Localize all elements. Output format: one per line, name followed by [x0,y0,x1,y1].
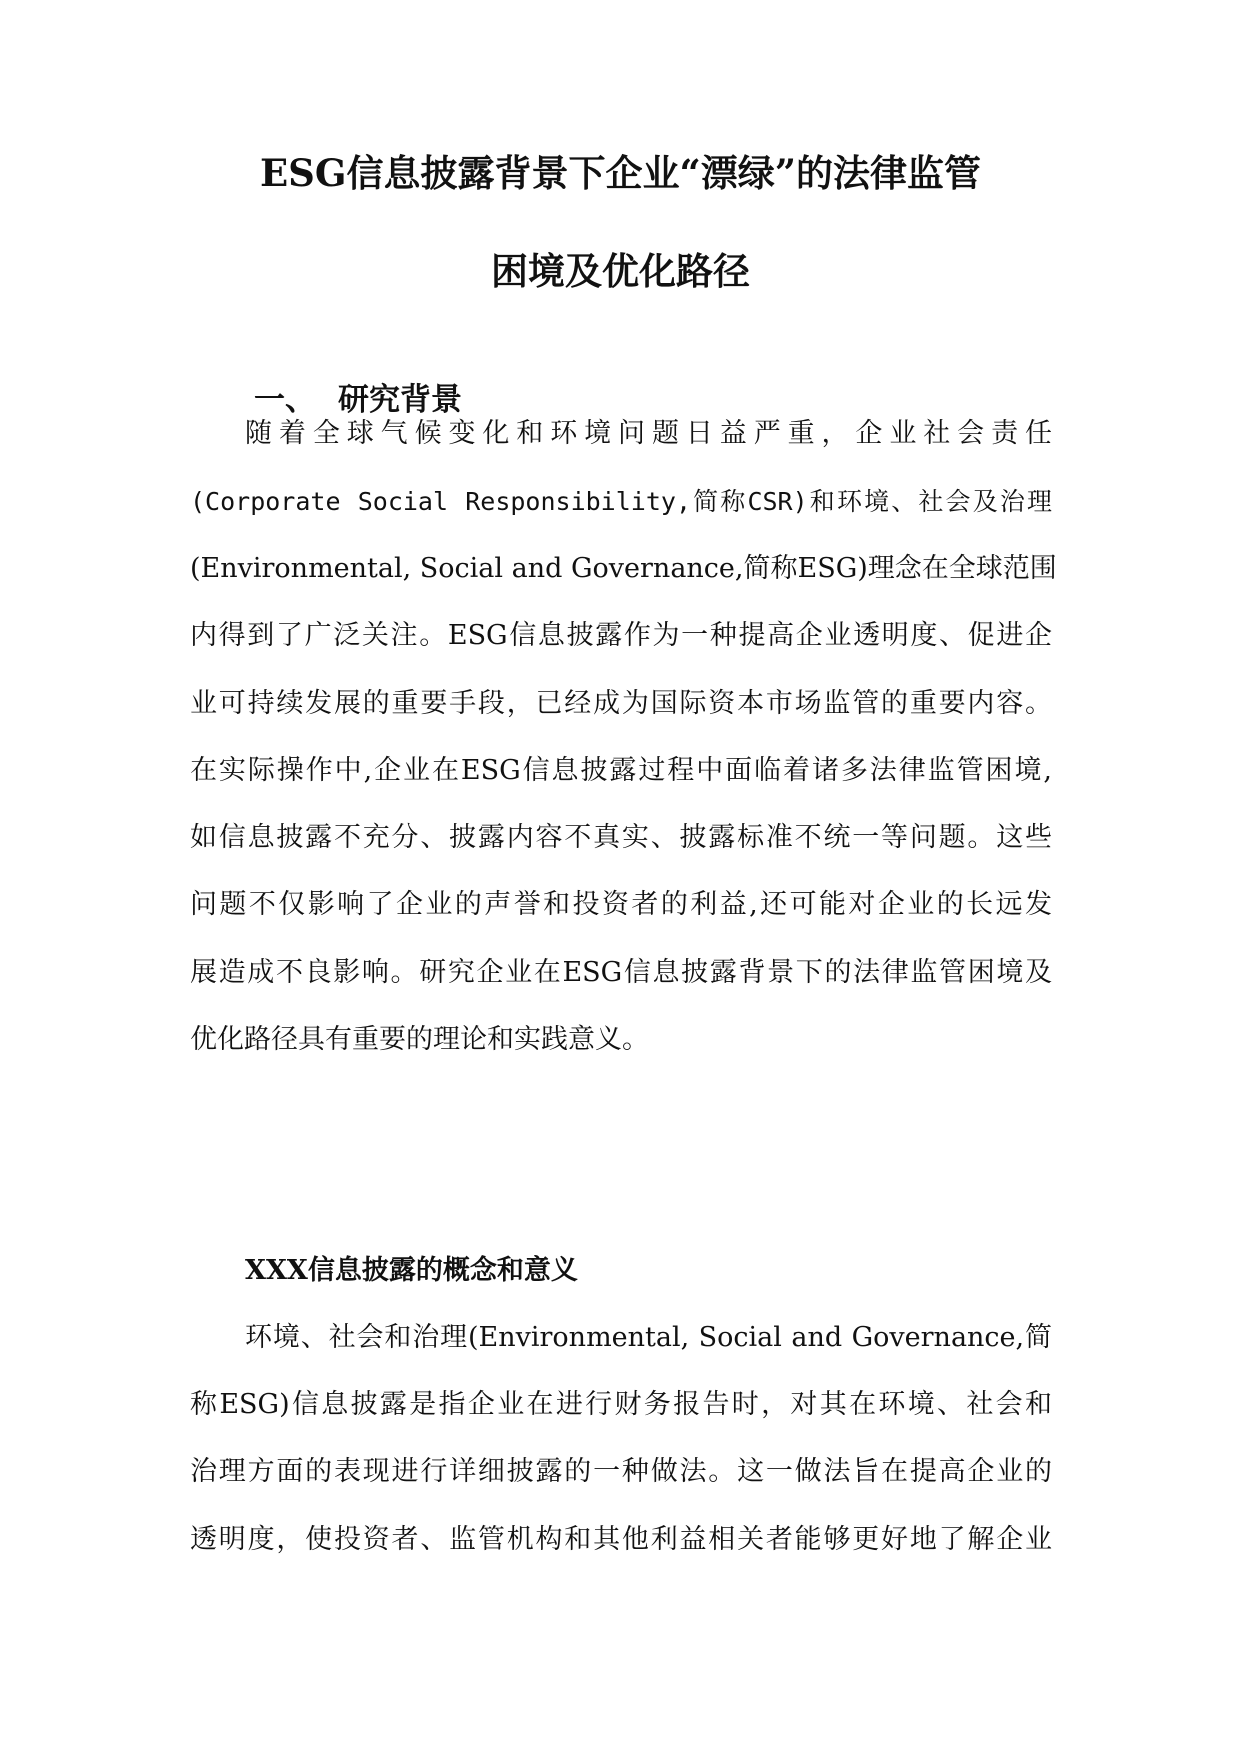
paragraph-line: 治理方面的表现进行详细披露的一种做法。这一做法旨在提高企业的 [190,1456,1052,1487]
section-title: 研究背景 [338,382,462,418]
paragraph-line: 内得到了广泛关注。ESG信息披露作为一种提高企业透明度、促进企 [190,620,1052,651]
section-number: 一、 [254,382,316,418]
paragraph-line: 展造成不良影响。研究企业在ESG信息披露背景下的法律监管困境及 [190,957,1052,988]
paragraph-line: 在实际操作中,企业在ESG信息披露过程中面临着诸多法律监管困境, [190,755,1052,786]
paragraph-line: 如信息披露不充分、披露内容不真实、披露标准不统一等问题。这些 [190,822,1052,853]
document-title-line-2: 困境及优化路径 [491,249,750,293]
paragraph-line: 随着全球气候变化和环境问题日益严重，企业社会责任 [245,418,1052,449]
paragraph-line: 问题不仅影响了企业的声誉和投资者的利益,还可能对企业的长远发 [190,889,1052,920]
paragraph-line: (Environmental, Social and Governance,简称ESG)理念在全球范围 [190,553,1057,584]
paragraph-line: (Corporate Social Responsibility,简称CSR)和环境、社会及治理 [190,487,1052,516]
subsection-heading: XXX信息披露的概念和意义 [245,1255,578,1286]
paragraph-line: 称ESG)信息披露是指企业在进行财务报告时，对其在环境、社会和 [190,1389,1052,1420]
paragraph-line: 业可持续发展的重要手段，已经成为国际资本市场监管的重要内容。 [190,688,1052,719]
document-title-line-1: ESG信息披露背景下企业“漂绿”的法律监管 [259,151,982,195]
paragraph-line: 环境、社会和治理(Environmental, Social and Governance,简 [245,1322,1052,1353]
paragraph-line: 透明度，使投资者、监管机构和其他利益相关者能够更好地了解企业 [190,1524,1052,1555]
paragraph-line: 优化路径具有重要的理论和实践意义。 [190,1024,649,1055]
